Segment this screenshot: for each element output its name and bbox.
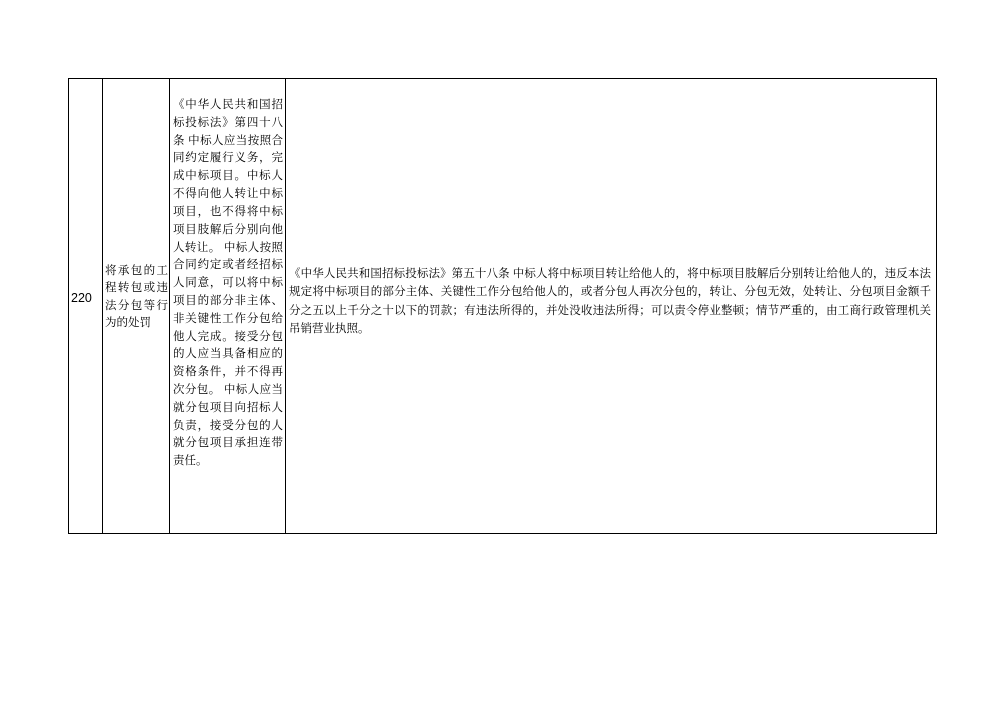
item-name-text: 将承包的工程转包或违法分包等行为的处罚 xyxy=(105,265,168,329)
table-cell-item-name xyxy=(103,79,170,534)
row-number: 220 xyxy=(71,291,92,305)
regulation-table xyxy=(68,78,937,534)
penalty-detail-text: 《中华人民共和国招标投标法》第五十八条 中标人将中标项目转让给他人的，将中标项目肢解后分别转让给他人的，违反本法规定将中标项目的部分主体、关键性工作分包给他人的，或者分包人再次分包的，转让、分包无效，处转让、分包项目金额千分之五以上千分之十以下的罚款；有违法所得的，并处没收违法所得；可以责令停业整顿；情节严重的，由工商行政管理机关吊销营业执照。 xyxy=(289,268,931,336)
table-cell-number xyxy=(69,79,103,534)
legal-basis-text: 《中华人民共和国招标投标法》第四十八条 中标人应当按照合同约定履行义务，完成中标项目。中标人不得向他人转让中标项目，也不得将中标项目肢解后分别向他人转让。 中标人按照合同约定或者经招标人同意，可以将中标项目的部分非主体、非关键性工作分包给他人完成。接受分包的人应当具备相应的资格条件，并不得再次分包。 中标人应当就分包项目向招标人负责，接受分包的人就分包项目承担连带责任。 xyxy=(173,99,283,468)
table-row xyxy=(69,79,937,534)
table-cell-penalty-detail xyxy=(286,79,937,534)
table-cell-legal-basis xyxy=(170,79,286,534)
